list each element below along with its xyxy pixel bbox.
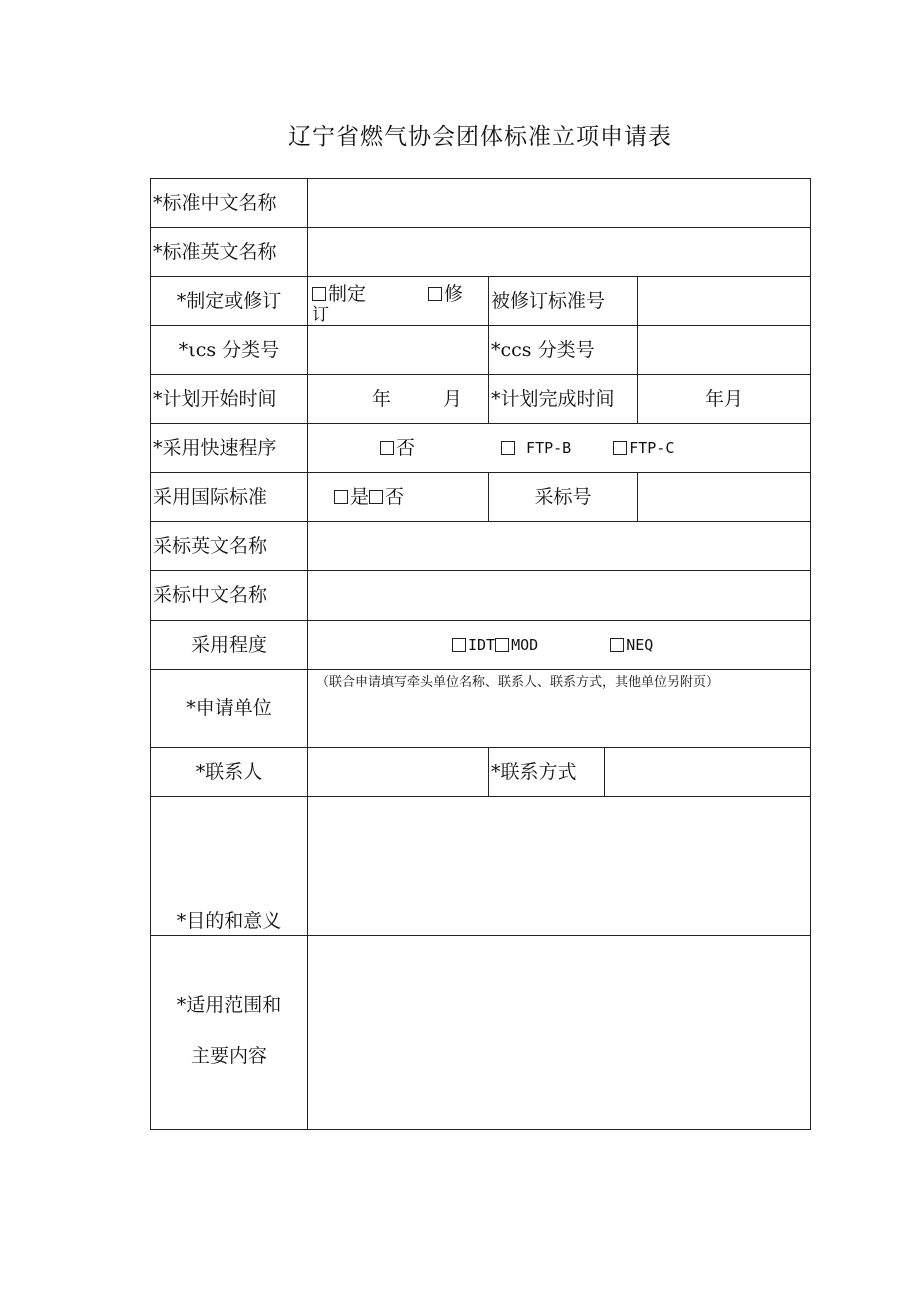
- checkbox-neq[interactable]: [610, 638, 624, 652]
- option-create[interactable]: [312, 283, 366, 306]
- label-adopt-en-name: 采标英文名称: [150, 521, 308, 571]
- page-title: 辽宁省燃气协会团体标准立项申请表: [288, 124, 672, 150]
- field-purpose[interactable]: [307, 796, 811, 936]
- option-mod[interactable]: [495, 636, 538, 654]
- intl-std-options: [307, 472, 489, 522]
- start-month: 月: [443, 387, 463, 410]
- label-cn-name: *标准中文名称: [150, 178, 308, 228]
- field-cn-name[interactable]: [307, 178, 811, 228]
- checkbox-mod[interactable]: [495, 638, 509, 652]
- label-adopt-no: 采标号: [488, 472, 638, 522]
- label-scope-line1: *适用范围和: [176, 994, 282, 1016]
- checkbox-ftp-b[interactable]: [501, 441, 515, 455]
- label-en-name: *标准英文名称: [150, 227, 308, 277]
- option-fast-no-label: 否: [396, 436, 416, 459]
- type-options: [307, 276, 489, 326]
- option-neq-label: NEQ: [626, 636, 654, 654]
- field-applicant[interactable]: [307, 669, 811, 748]
- checkbox-create[interactable]: [312, 287, 326, 301]
- checkbox-ftp-c[interactable]: [613, 441, 627, 455]
- option-revise-label: 修: [444, 283, 464, 305]
- field-ccs[interactable]: [637, 325, 811, 375]
- field-ics[interactable]: [307, 325, 489, 375]
- label-degree: 采用程度: [150, 620, 308, 670]
- field-adopt-en-name[interactable]: [307, 521, 811, 571]
- label-contact: *联系人: [150, 747, 308, 797]
- option-ftp-c[interactable]: [613, 439, 674, 457]
- option-create-label: 制定: [328, 283, 367, 305]
- start-year: 年: [372, 387, 392, 410]
- field-end-time[interactable]: 年月: [637, 374, 811, 424]
- field-contact-method[interactable]: [604, 747, 811, 797]
- field-start-time[interactable]: [307, 374, 489, 424]
- fast-track-options: [307, 423, 811, 473]
- applicant-note: （联合申请填写牵头单位名称、联系人、联系方式，其他单位另附页）: [316, 675, 720, 690]
- checkbox-revise[interactable]: [428, 287, 442, 301]
- field-revised-std[interactable]: [637, 276, 811, 326]
- field-contact[interactable]: [307, 747, 489, 797]
- label-ics: *ιcs 分类号: [150, 325, 308, 375]
- option-mod-label: MOD: [511, 636, 539, 654]
- label-applicant: *申请单位: [150, 669, 308, 748]
- option-ftp-b[interactable]: [501, 439, 571, 457]
- label-start-time: *计划开始时间: [150, 374, 308, 424]
- option-idt[interactable]: [452, 636, 495, 654]
- label-type: *制定或修订: [150, 276, 308, 326]
- option-revise[interactable]: [428, 283, 463, 306]
- checkbox-intl-yes[interactable]: [334, 490, 348, 504]
- field-adopt-no[interactable]: [637, 472, 811, 522]
- label-purpose: *目的和意义: [150, 796, 308, 936]
- label-fast-track: *采用快速程序: [150, 423, 308, 473]
- label-adopt-cn-name: 采标中文名称: [150, 570, 308, 621]
- option-neq[interactable]: [610, 636, 653, 654]
- label-contact-method: *联系方式: [488, 747, 605, 797]
- checkbox-idt[interactable]: [452, 638, 466, 652]
- label-scope-line2: 主要内容: [190, 1044, 267, 1067]
- checkbox-fast-no[interactable]: [380, 441, 394, 455]
- option-intl-no[interactable]: [369, 486, 404, 509]
- label-scope: [150, 935, 308, 1130]
- option-intl-no-label: 否: [385, 485, 405, 508]
- label-intl-std: 采用国际标准: [150, 472, 308, 522]
- label-end-time: *计划完成时间: [488, 374, 638, 424]
- option-ftp-c-label: FTP-C: [629, 439, 675, 457]
- field-adopt-cn-name[interactable]: [307, 570, 811, 621]
- option-idt-label: IDT: [468, 636, 496, 654]
- label-revised-std: 被修订标准号: [488, 276, 638, 326]
- label-ccs: *ccs 分类号: [488, 325, 638, 375]
- checkbox-intl-no[interactable]: [369, 490, 383, 504]
- field-en-name[interactable]: [307, 227, 811, 277]
- option-intl-yes-label: 是: [350, 485, 370, 508]
- degree-options: [307, 620, 811, 670]
- option-fast-no[interactable]: [380, 437, 415, 460]
- option-ftp-b-label: FTP-B: [526, 439, 572, 457]
- field-scope[interactable]: [307, 935, 811, 1130]
- option-revise-wrap: 订: [312, 305, 329, 325]
- option-intl-yes[interactable]: [334, 486, 369, 509]
